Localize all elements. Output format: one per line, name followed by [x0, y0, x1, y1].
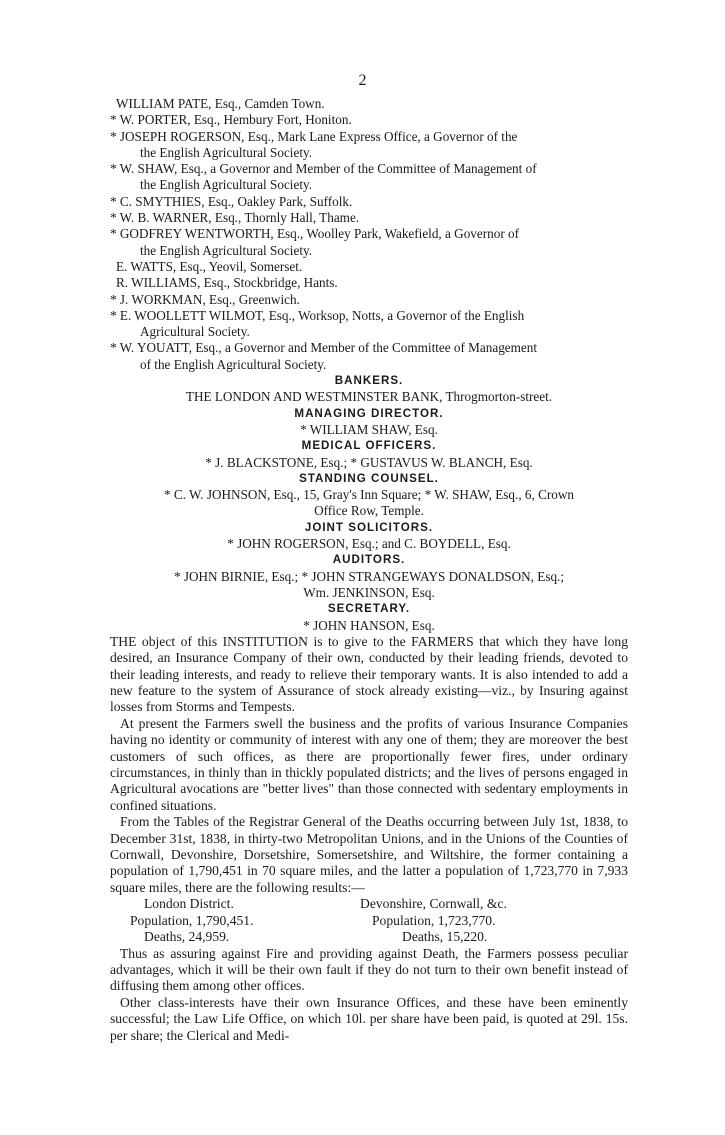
- bankers-line: THE LONDON AND WESTMINSTER BANK, Throgmorton-street.: [185, 389, 553, 405]
- member-line: * W. YOUATT, Esq., a Governor and Member of the Committee of Management: [110, 340, 538, 356]
- member-line: WILLIAM PATE, Esq., Camden Town.: [116, 96, 325, 111]
- results-table: [110, 896, 628, 945]
- member-line: R. WILLIAMS, Esq., Stockbridge, Hants.: [116, 275, 338, 291]
- member-line: * JOSEPH ROGERSON, Esq., Mark Lane Express Office, a Governor of the: [110, 128, 518, 144]
- director-line: * WILLIAM SHAW, Esq.: [300, 421, 438, 437]
- solicitors-line: * JOHN ROGERSON, Esq.; and C. BOYDELL, Esq.: [227, 536, 511, 552]
- member-line: the English Agricultural Society.: [140, 177, 313, 193]
- page-number: 2: [358, 72, 367, 89]
- secretary-line: * JOHN HANSON, Esq.: [303, 617, 435, 633]
- member-line: of the English Agricultural Society.: [140, 356, 327, 372]
- section-heading: JOINT SOLICITORS.: [304, 520, 434, 534]
- stat-cell: Population, 1,790,451.: [130, 912, 254, 928]
- stat-cell: Deaths, 24,959.: [144, 929, 230, 945]
- paragraph: Other class-interests have their own Insurance Offices, and these have been eminently successful; the Law Life Office, on which 10l. per share have been paid, is quoted at 29l. 15s. per share; the Clerical and Medi-: [110, 994, 628, 1043]
- member-line: * C. SMYTHIES, Esq., Oakley Park, Suffolk.: [110, 193, 353, 209]
- paragraph: At present the Farmers swell the business and the profits of various Insurance Companies having no identity or community of interest with any one of them; they are moreover the best customers of such offices, as there are proportionally fewer fires, under ordinary circumstances, in thinly than in thickly populated districts; and the lives of persons engaged in Agricultural avocations are "better lives" than those connected with sedentary employments in confined situations.: [110, 715, 628, 813]
- member-line: Agricultural Society.: [140, 324, 250, 340]
- member-line: * J. WORKMAN, Esq., Greenwich.: [110, 291, 300, 307]
- member-line: * W. PORTER, Esq., Hembury Fort, Honiton.: [110, 112, 352, 128]
- member-line: * E. WOOLLETT WILMOT, Esq., Worksop, Notts, a Governor of the English: [110, 307, 525, 323]
- counsel-line: Office Row, Temple.: [314, 503, 424, 519]
- stat-cell: Devonshire, Cornwall, &c.: [360, 896, 507, 912]
- counsel-line: * C. W. JOHNSON, Esq., 15, Gray's Inn Square; * W. SHAW, Esq., 6, Crown: [163, 487, 575, 503]
- devon-column: [360, 896, 628, 945]
- section-heading: MANAGING DIRECTOR.: [294, 406, 444, 420]
- section-heading: STANDING COUNSEL.: [299, 471, 439, 485]
- auditors-line: * JOHN BIRNIE, Esq.; * JOHN STRANGEWAYS DONALDSON, Esq.;: [173, 568, 565, 584]
- paragraph: Thus as assuring against Fire and providing against Death, the Farmers possess peculiar advantages, which it will be their own fault if they do not turn to their own benefit instead of diffusing them among other offices.: [110, 945, 628, 994]
- auditors-line: Wm. JENKINSON, Esq.: [303, 584, 435, 600]
- paragraph: From the Tables of the Registrar General of the Deaths occurring between July 1st, 1838, to December 31st, 1838, in thirty-two Metropolitan Unions, and in the Unions of the Counties of Cornwall, Devonshire, Dorsetshire, Somersetshire, and Wiltshire, the former containing a population of 1,790,451 in 70 square miles, and the latter a population of 1,723,770 in 7,933 square miles, there are the following results:—: [110, 814, 628, 895]
- section-heading: MEDICAL OFFICERS.: [301, 439, 437, 453]
- section-heading: SECRETARY.: [327, 602, 411, 616]
- member-line: E. WATTS, Esq., Yeovil, Somerset.: [116, 258, 303, 274]
- section-heading: AUDITORS.: [332, 553, 406, 567]
- medical-line: * J. BLACKSTONE, Esq.; * GUSTAVUS W. BLANCH, Esq.: [205, 454, 533, 470]
- member-line: * W. SHAW, Esq., a Governor and Member of the Committee of Management of: [110, 161, 537, 177]
- text-column: [110, 96, 628, 1044]
- london-column: [110, 896, 360, 945]
- member-line: * GODFREY WENTWORTH, Esq., Woolley Park, Wakefield, a Governor of: [110, 226, 519, 242]
- body-text: [110, 634, 628, 897]
- closing-text: [110, 946, 628, 1044]
- stat-cell: London District.: [144, 896, 234, 912]
- stat-cell: Deaths, 15,220.: [402, 929, 488, 945]
- member-line: * W. B. WARNER, Esq., Thornly Hall, Thame.: [110, 210, 360, 226]
- paragraph: THE object of this INSTITUTION is to give to the FARMERS that which they have long desired, an Insurance Company of their own, conducted by their leading friends, devoted to their leading interests, and ready to relieve their temporary wants. It is also intended to add a new feature to the system of Assurance of stock already existing—viz., by Insuring against losses from Storms and Tempests.: [110, 633, 628, 715]
- section-heading: BANKERS.: [334, 374, 404, 388]
- member-line: the English Agricultural Society.: [140, 144, 313, 160]
- member-line: the English Agricultural Society.: [140, 242, 313, 258]
- stat-cell: Population, 1,723,770.: [372, 912, 496, 928]
